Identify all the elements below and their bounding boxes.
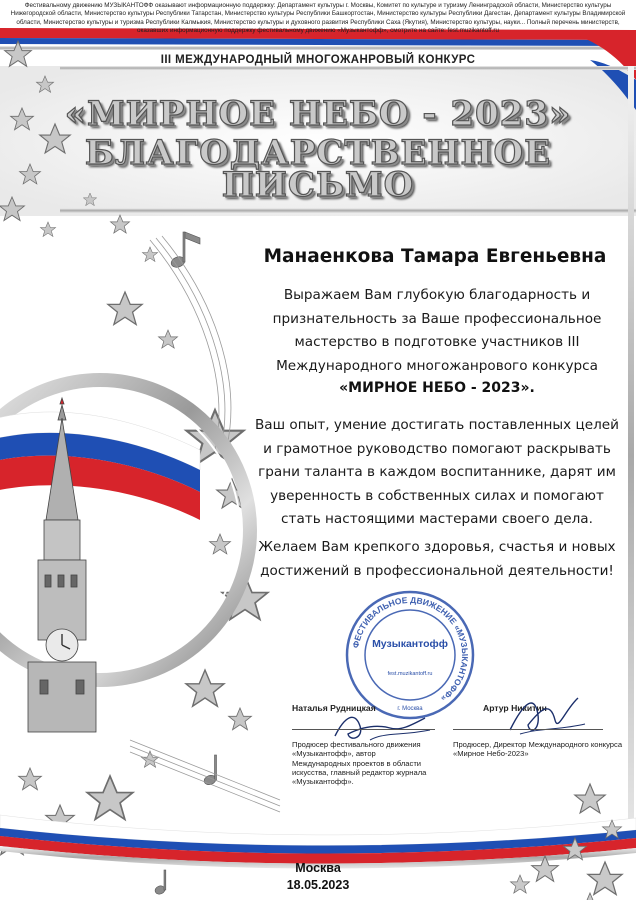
right-signer-name: Артур Никитин [483, 703, 547, 713]
contest-name: «МИРНОЕ НЕБО - 2023». [339, 380, 535, 396]
right-signature-line [453, 729, 603, 730]
left-signer-name: Наталья Рудницкая [292, 703, 376, 713]
contest-line: III МЕЖДУНАРОДНЫЙ МНОГОЖАНРОВЫЙ КОНКУРС [160, 54, 476, 66]
stamp-site: fest.muzikantoff.ru [387, 671, 433, 677]
wishes-paragraph: Желаем Вам крепкого здоровья, счастья и новых достижений в профессиональной деятельности! [258, 539, 616, 579]
title-frame-bottom [60, 208, 636, 213]
right-signer-title: Продюсер, Директор Международного конкурса «Мирное Небо-2023» [453, 740, 623, 759]
stamp-brand: Музыкантофф [372, 638, 448, 650]
gratitude-paragraph: Выражаем Вам глубокую благодарность и признательность за Ваше профессиональное мастерство в подготовке участников III Международного многожанрового конкурса [272, 287, 602, 374]
flag-ribbon [0, 412, 200, 520]
support-fine-print: Фестивальному движению МУЗЫКАНТОФФ оказывают информационную поддержку: Департамент культуры г. Москвы, Комитет по культуре и туризму Ленинградской области, Министерство культуры Нижегородской области, Министерство культуры Республики Татарстан, Министерство культуры Республики Башкортостан, Министерство культуры Республики Дагестан, Департамент культуры Владимирской области, Министерство культуры и туризма Республики Калмыкия, Министерство культуры и духовного развития Республики Саха (Якутия), Министерство культуры, науки... Полный перечень министерств, оказавших информационную поддержку фестивальному движению «Музыкантофф», смотрите на сайте: fest.muzikantoff.ru [10, 2, 626, 35]
right-signature-icon [500, 690, 590, 740]
title-letter: ПИСЬМО [221, 165, 415, 205]
left-signer-title: Продюсер фестивального движения «Музыкантофф», автор Международных проектов в области искусства, главный редактор журнала «Музыкантофф». [292, 740, 427, 787]
round-stamp-icon [343, 588, 477, 722]
title-frame-top [60, 66, 636, 70]
title-gratitude: БЛАГОДАРСТВЕННОЕ [84, 133, 552, 173]
issue-city: Москва [295, 861, 341, 875]
experience-paragraph: Ваш опыт, умение достигать поставленных целей и грамотное руководство помогают раскрывать грани таланта в каждом воспитаннике, дарят им уверенность в собственных силах и помогают стать настоящими мастерами своего дела. [254, 417, 620, 527]
stamp-ring-text: ФЕСТИВАЛЬНОЕ ДВИЖЕНИЕ «МУЗЫКАНТОФФ» [350, 594, 471, 704]
certificate-title [0, 92, 636, 205]
stamp-city: г. Москва [397, 706, 423, 712]
music-note-icon [154, 232, 217, 895]
recipient-name: Манаенкова Тамара Евгеньевна [263, 246, 607, 267]
left-signature-line [292, 729, 435, 730]
issue-date: 18.05.2023 [286, 878, 350, 892]
title-contest: «МИРНОЕ НЕБО - 2023» [64, 94, 572, 134]
